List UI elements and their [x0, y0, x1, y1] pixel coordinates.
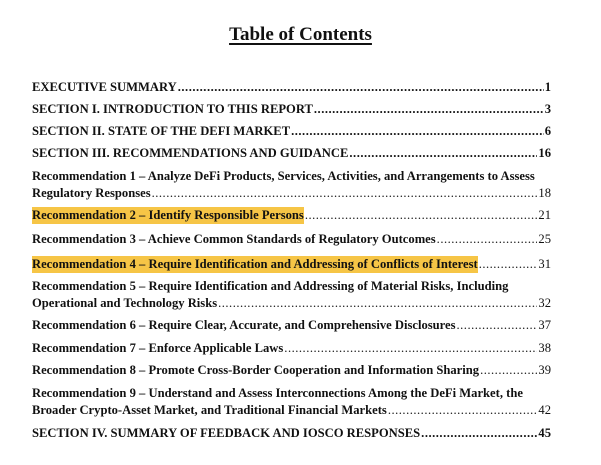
toc-entry-label: SECTION IV. SUMMARY OF FEEDBACK AND IOSCO RESPONSES: [32, 426, 421, 440]
toc-entry-label-line1: Recommendation 5 – Require Identification and Addressing of Material Risks, Including: [32, 279, 509, 293]
toc-entry-label-highlighted: Recommendation 2 – Identify Responsible Persons: [32, 208, 304, 222]
toc-entry-label-line1: Recommendation 9 – Understand and Assess Interconnections Among the DeFi Market, the: [32, 386, 523, 400]
toc-entry-label: SECTION II. STATE OF THE DEFI MARKET: [32, 124, 291, 138]
dot-leader: [388, 402, 538, 419]
toc-entry-recommendation-3[interactable]: [32, 231, 551, 248]
toc-entry-label: SECTION III. RECOMMENDATIONS AND GUIDANCE: [32, 146, 349, 160]
toc-entry-label-line2: Broader Crypto-Asset Market, and Traditional Financial Markets: [32, 403, 387, 417]
toc-entry-page: 25: [538, 232, 551, 246]
toc-entry-label-line1: Recommendation 1 – Analyze DeFi Products, Services, Activities, and Arrangements to Assess: [32, 169, 535, 183]
toc-entry-page: 45: [538, 426, 551, 440]
dot-leader: [314, 101, 544, 118]
toc-entry-page: 38: [538, 341, 551, 355]
toc-entry-recommendation-1[interactable]: [32, 168, 551, 202]
toc-entry-label: EXECUTIVE SUMMARY: [32, 80, 177, 94]
toc-entry-page: 16: [538, 146, 551, 160]
toc-entry-section-3[interactable]: [32, 145, 551, 162]
toc-entry-page: 6: [544, 124, 551, 138]
toc-entry-label: Recommendation 7 – Enforce Applicable Laws: [32, 341, 284, 355]
toc-entry-recommendation-5[interactable]: [32, 278, 551, 312]
toc-entry-page: 1: [544, 80, 551, 94]
dot-leader: [305, 207, 538, 224]
dot-leader: [437, 231, 538, 248]
dot-leader: [291, 123, 544, 140]
toc-entry-page: 18: [538, 186, 551, 200]
dot-leader: [178, 79, 544, 96]
toc-entry-label: Recommendation 6 – Require Clear, Accurate, and Comprehensive Disclosures: [32, 318, 456, 332]
toc-entry-page: 3: [544, 102, 551, 116]
toc-entry-label: Recommendation 8 – Promote Cross-Border Cooperation and Information Sharing: [32, 363, 480, 377]
toc-entry-page: 42: [538, 403, 551, 417]
toc-entry-recommendation-6[interactable]: [32, 317, 551, 334]
toc-entry-section-2[interactable]: [32, 123, 551, 140]
dot-leader: [421, 425, 537, 442]
dot-leader: [479, 256, 538, 273]
toc-entry-page: 31: [538, 257, 551, 271]
toc-entry-page: 39: [538, 363, 551, 377]
dot-leader: [349, 145, 537, 162]
toc-entry-label-line2: Operational and Technology Risks: [32, 296, 218, 310]
toc-entry-label-highlighted: Recommendation 4 – Require Identification and Addressing of Conflicts of Interest: [32, 257, 478, 271]
dot-leader: [457, 317, 538, 334]
dot-leader: [284, 340, 537, 357]
dot-leader: [152, 185, 538, 202]
toc-entry-recommendation-4[interactable]: [32, 256, 551, 273]
toc-title-text: Table of Contents: [229, 24, 372, 45]
dot-leader: [218, 295, 537, 312]
toc-entry-recommendation-7[interactable]: [32, 340, 551, 357]
toc-entry-section-4[interactable]: [32, 425, 551, 442]
toc-entry-page: 32: [538, 296, 551, 310]
toc-title: [0, 24, 601, 46]
toc-entry-executive-summary[interactable]: [32, 79, 551, 96]
toc-entry-recommendation-9[interactable]: [32, 385, 551, 419]
toc-entry-recommendation-8[interactable]: [32, 362, 551, 379]
toc-entry-page: 21: [538, 208, 551, 222]
toc-entry-label: Recommendation 3 – Achieve Common Standards of Regulatory Outcomes: [32, 232, 436, 246]
dot-leader: [480, 362, 537, 379]
toc-entry-label-line2: Regulatory Responses: [32, 186, 151, 200]
toc-entry-page: 37: [538, 318, 551, 332]
toc-entry-recommendation-2[interactable]: [32, 207, 551, 224]
toc-entry-label: SECTION I. INTRODUCTION TO THIS REPORT: [32, 102, 313, 116]
toc-entry-section-1[interactable]: [32, 101, 551, 118]
